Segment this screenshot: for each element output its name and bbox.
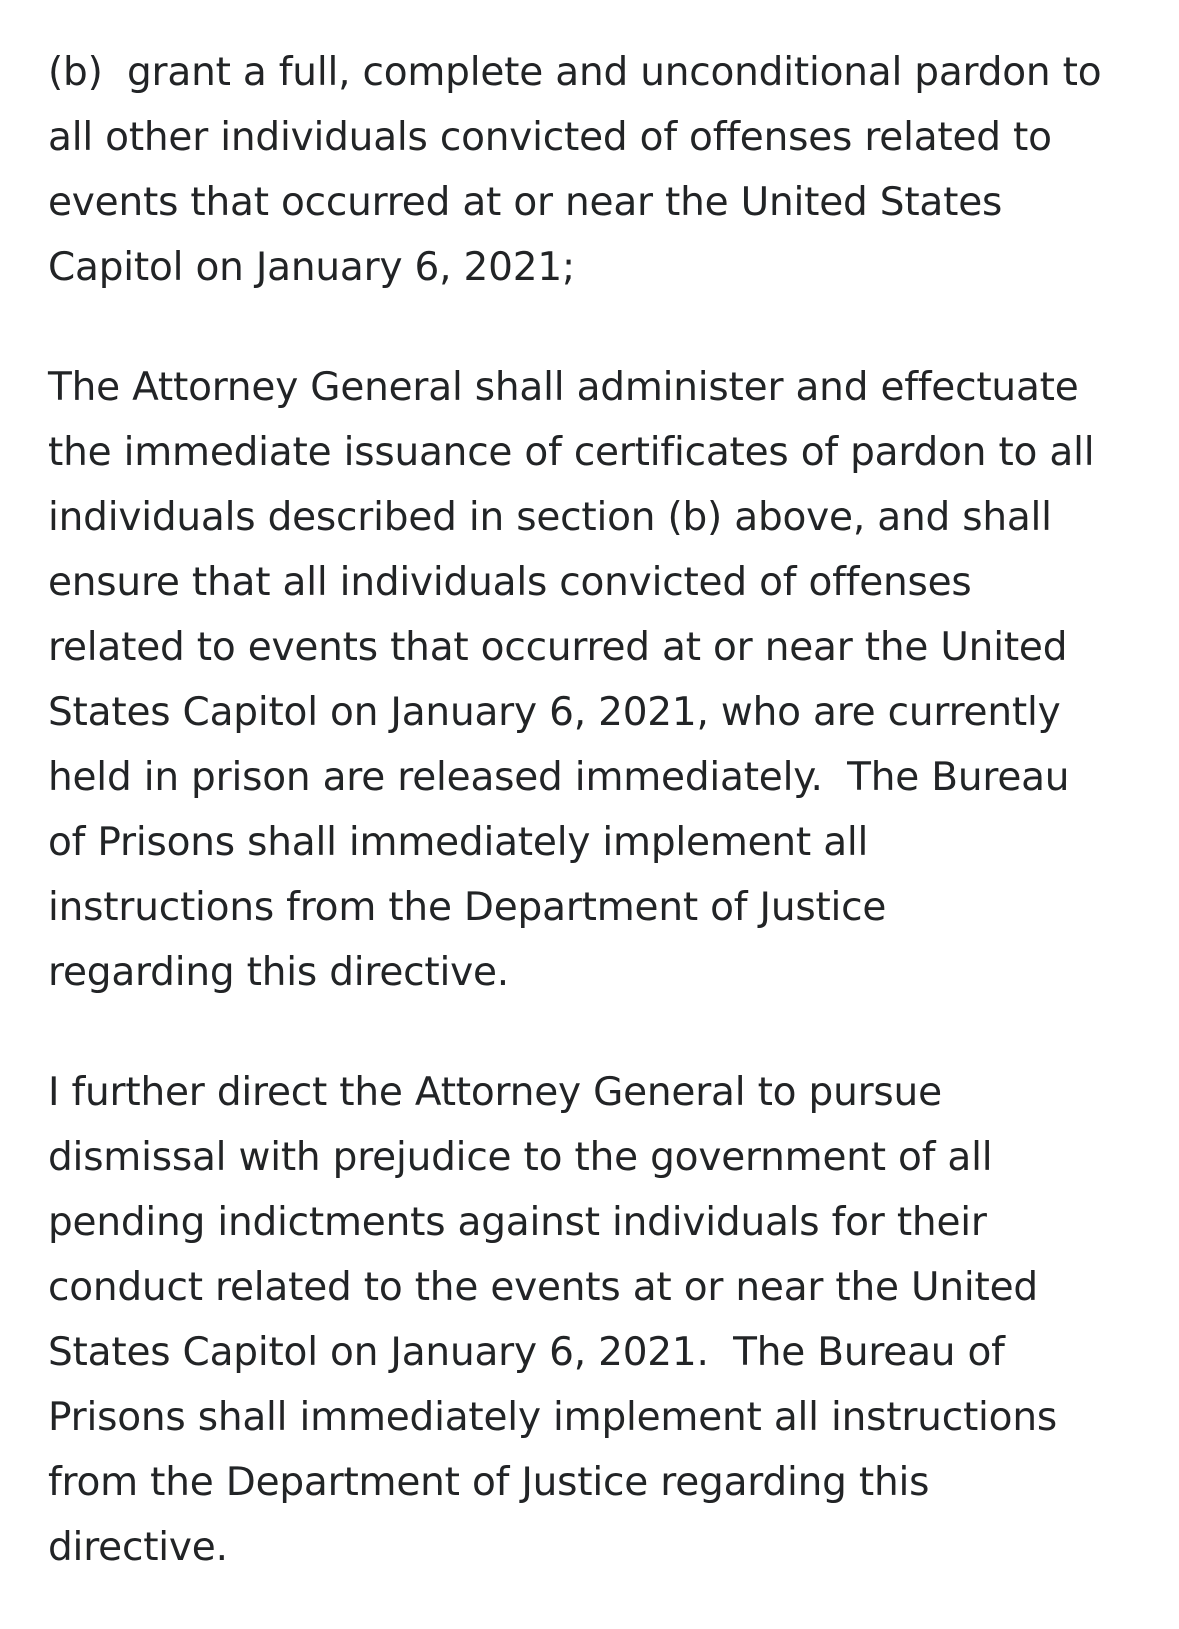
text-line: dismissal with prejudice to the government of all (48, 1135, 993, 1180)
text-line: The Attorney General shall administer and effectuate (48, 365, 1079, 410)
text-line: (b) grant a full, complete and unconditional pardon to (48, 50, 1102, 95)
text-line: all other individuals convicted of offenses related to (48, 115, 1052, 160)
text-line: ensure that all individuals convicted of offenses (48, 560, 972, 605)
text-line: regarding this directive. (48, 950, 510, 995)
text-line: States Capitol on January 6, 2021. The Bureau of (48, 1330, 1005, 1375)
text-line: individuals described in section (b) above, and shall (48, 495, 1052, 540)
paragraph-pardon-clause (48, 40, 1158, 300)
text-line: the immediate issuance of certificates of pardon to all (48, 430, 1095, 475)
text-line: States Capitol on January 6, 2021, who are currently (48, 690, 1061, 735)
text-line: conduct related to the events at or near the United (48, 1265, 1038, 1310)
text-line: instructions from the Department of Justice (48, 885, 887, 930)
text-line: related to events that occurred at or near the United (48, 625, 1068, 670)
paragraph-spacer (48, 300, 1158, 355)
text-line: held in prison are released immediately. The Bureau (48, 755, 1070, 800)
text-line: Prisons shall immediately implement all instructions (48, 1395, 1057, 1440)
text-line: of Prisons shall immediately implement all (48, 820, 869, 865)
paragraph-dismissal-directive (48, 1060, 1158, 1580)
text-line: from the Department of Justice regarding this (48, 1460, 930, 1505)
text-line: Capitol on January 6, 2021; (48, 245, 575, 290)
document-body (48, 40, 1158, 1580)
paragraph-attorney-general-directive (48, 355, 1158, 1005)
text-line: events that occurred at or near the United States (48, 180, 1003, 225)
text-line: directive. (48, 1525, 228, 1570)
text-line: pending indictments against individuals for their (48, 1200, 987, 1245)
text-line: I further direct the Attorney General to pursue (48, 1070, 942, 1115)
paragraph-spacer (48, 1005, 1158, 1060)
